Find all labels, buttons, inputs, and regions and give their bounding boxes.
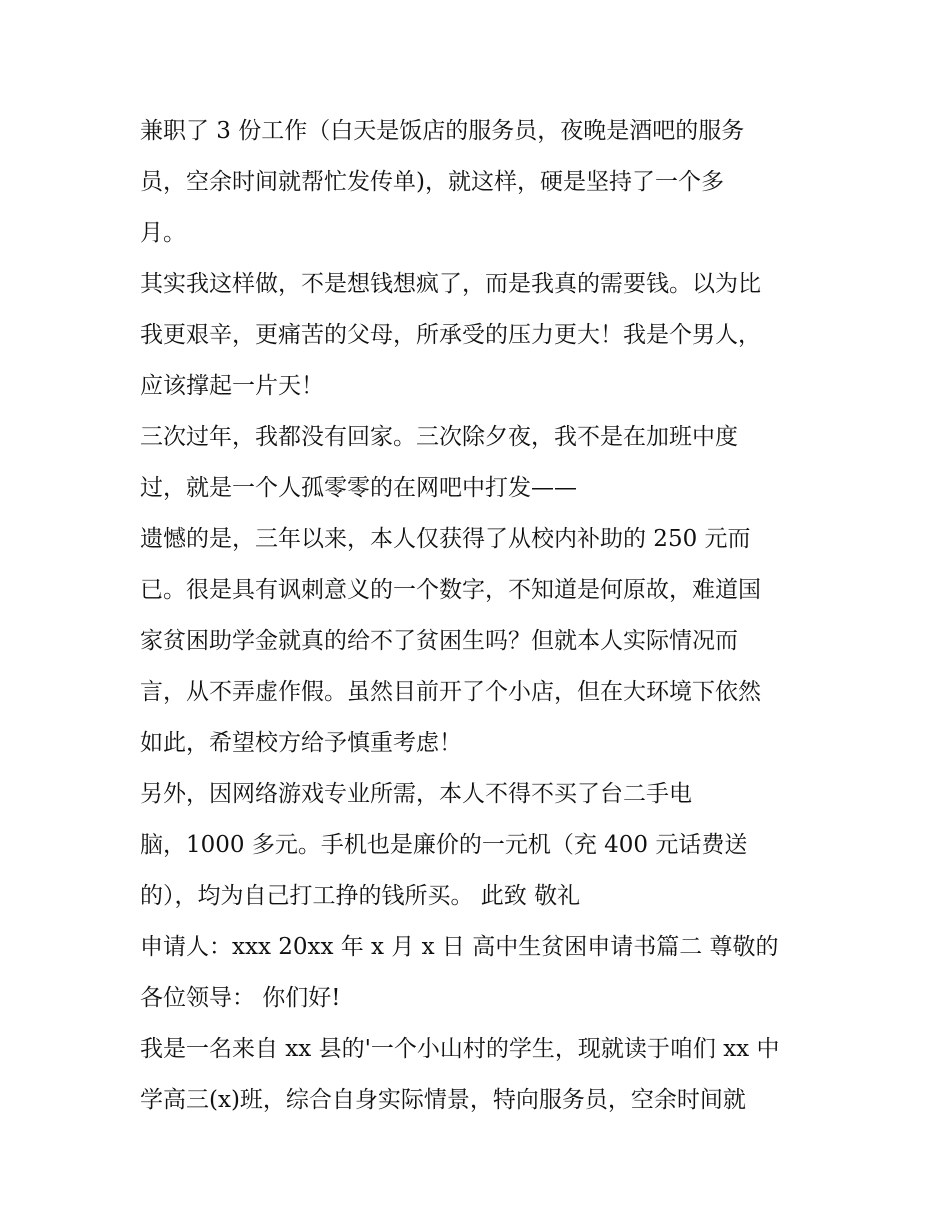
text-line: 各位领导： 你们好! (140, 985, 341, 1011)
text-line: 学高三(x)班，综合自身实际情景，特向服务员，空余时间就 (140, 1087, 746, 1113)
text-line: 过，就是一个人孤零零的在网吧中打发—— (140, 475, 577, 501)
text-line: 我更艰辛，更痛苦的父母，所承受的压力更大！我是个男人， (140, 322, 761, 348)
text-line: 月。 (140, 220, 186, 246)
text-line: 其实我这样做，不是想钱想疯了，而是我真的需要钱。以为比 (140, 271, 761, 297)
document-body (140, 106, 820, 1126)
text-line: 另外，因网络游戏专业所需，本人不得不买了台二手电 (140, 781, 692, 807)
text-line: 兼职了 3 份工作（白天是饭店的服务员，夜晚是酒吧的服务 (140, 118, 745, 144)
text-line: 三次过年，我都没有回家。三次除夕夜，我不是在加班中度 (140, 424, 738, 450)
text-line: 的），均为自己打工挣的钱所买。 此致 敬礼 (140, 883, 581, 909)
text-line: 应该撑起一片天！ (140, 373, 324, 399)
text-line: 家贫困助学金就真的给不了贫困生吗？但就本人实际情况而 (140, 628, 738, 654)
text-line: 我是一名来自 xx 县的'一个小山村的学生，现就读于咱们 xx 中 (140, 1036, 780, 1062)
text-line: 如此，希望校方给予慎重考虑！ (140, 730, 462, 756)
text-line: 已。很是具有讽刺意义的一个数字，不知道是何原故，难道国 (140, 577, 761, 603)
text-line: 遗憾的是，三年以来，本人仅获得了从校内补助的 250 元而 (140, 526, 751, 552)
text-line: 脑，1000 多元。手机也是廉价的一元机（充 400 元话费送 (140, 832, 748, 858)
text-line: 申请人：xxx 20xx 年 x 月 x 日 高中生贫困申请书篇二 尊敬的 (140, 934, 779, 960)
text-line: 员，空余时间就帮忙发传单)，就这样，硬是坚持了一个多 (140, 169, 724, 195)
text-line: 言，从不弄虚作假。虽然目前开了个小店，但在大环境下依然 (140, 679, 761, 705)
